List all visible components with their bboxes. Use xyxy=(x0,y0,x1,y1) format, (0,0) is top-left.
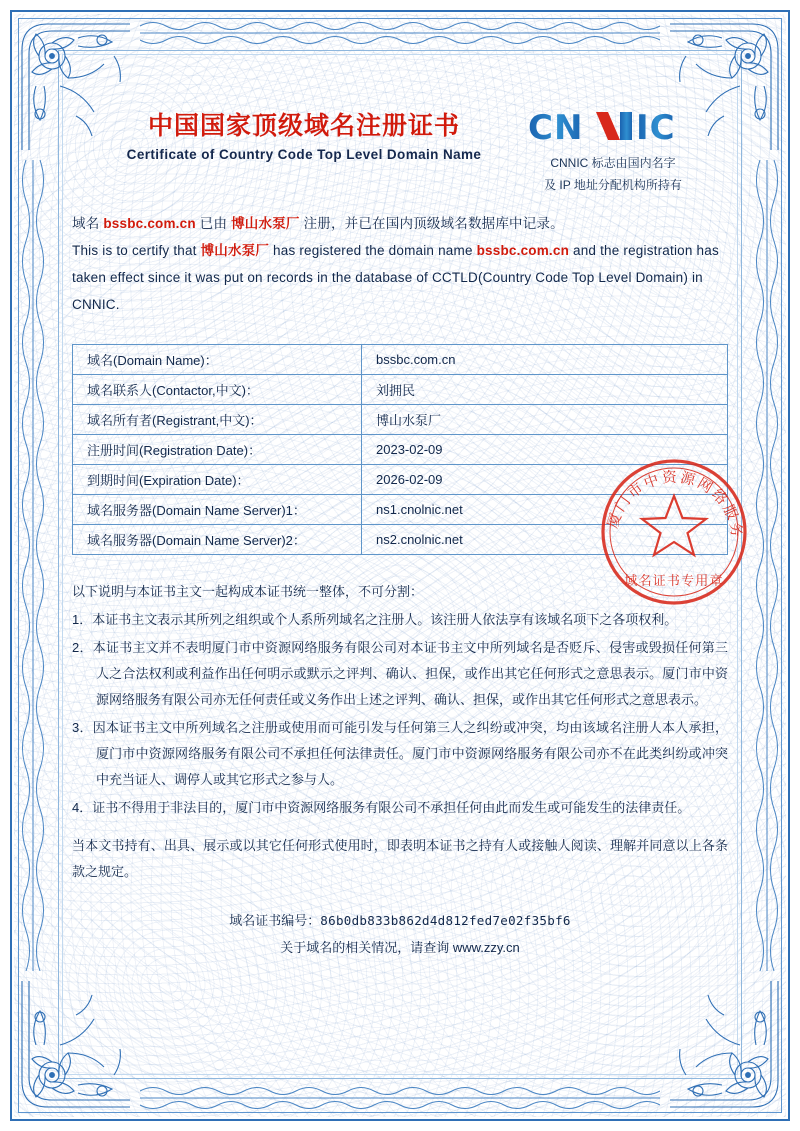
terms-item: 1．本证书主文表示其所列之组织或个人系所列域名之注册人。该注册人依法享有该域名项下之各项权利。 xyxy=(72,612,678,627)
title-block xyxy=(114,112,494,162)
cnnic-logo-caption-line2: 及 IP 地址分配机构所持有 xyxy=(544,178,682,192)
row-label: 注册时间(Registration Date)： xyxy=(73,435,362,465)
row-value: ns1.cnolnic.net xyxy=(362,495,728,525)
row-label: 域名服务器(Domain Name Server)2： xyxy=(73,525,362,555)
svg-text:厦门市中资源网络服务有限公司: 厦门市中资源网络服务 xyxy=(605,469,745,541)
row-label: 域名所有者(Registrant,中文)： xyxy=(73,405,362,435)
table-row xyxy=(73,345,728,375)
intro-en-registrant: 博山水泵厂 xyxy=(200,243,270,258)
table-row xyxy=(73,375,728,405)
row-value: 博山水泵厂 xyxy=(362,405,728,435)
intro-paragraph xyxy=(72,210,728,318)
svg-text:CN: CN xyxy=(528,108,584,148)
row-value: 2023-02-09 xyxy=(362,435,728,465)
intro-cn-suffix: 注册，并已在国内顶级域名数据库中记录。 xyxy=(303,216,564,231)
terms-closing: 当本文书持有、出具、展示或以其它任何形式使用时，即表明本证书之持有人或接触人阅读、理解并同意以上各条款之规定。 xyxy=(72,838,728,879)
row-label: 域名服务器(Domain Name Server)1： xyxy=(73,495,362,525)
intro-cn-domain: bssbc.com.cn xyxy=(103,216,196,231)
intro-en-part2: has registered the domain name xyxy=(269,243,477,258)
inquiry-line: 关于域名的相关情况，请查询 www.zzy.cn xyxy=(280,940,520,956)
certificate-footer xyxy=(72,907,728,962)
svg-text:域名证书专用章: 域名证书专用章 xyxy=(624,574,724,589)
domain-info-table xyxy=(72,344,728,555)
intro-line-cn xyxy=(72,210,728,237)
certificate-number-label: 域名证书编号： xyxy=(229,913,321,928)
intro-cn-mid: 已由 xyxy=(199,216,228,231)
certificate-number-value: 86b0db833b862d4d812fed7e02f35bf6 xyxy=(320,913,571,928)
certificate-content xyxy=(72,64,728,1065)
row-label: 域名(Domain Name)： xyxy=(73,345,362,375)
page-title-en: Certificate of Country Code Top Level Domain Name xyxy=(126,146,482,162)
intro-en-domain: bssbc.com.cn xyxy=(476,243,570,258)
row-value: 刘拥民 xyxy=(362,375,728,405)
table-row xyxy=(73,495,728,525)
terms-item: 2．本证书主文并不表明厦门市中资源网络服务有限公司对本证书主文中所列域名是否贬斥、侵害或毁损任何第三人之合法权利或利益作出任何明示或默示之评判、确认、担保，或作出其它任何形式之意思表示。厦门市中资源网络服务有限公司亦无任何责任或义务作出上述之评判、确认、担保，或作出其它任何形式之意思表示。 xyxy=(72,640,728,707)
row-label: 到期时间(Expiration Date)： xyxy=(73,465,362,495)
terms-lead: 以下说明与本证书主文一起构成本证书统一整体，不可分割： xyxy=(72,584,424,599)
intro-cn-prefix: 域名 xyxy=(72,216,100,231)
certificate-number-line xyxy=(72,907,728,934)
row-value: ns2.cnolnic.net xyxy=(362,525,728,555)
cnnic-logo-block xyxy=(498,106,728,194)
svg-text:IC: IC xyxy=(636,108,676,148)
intro-cn-registrant: 博山水泵厂 xyxy=(231,216,300,231)
cnnic-logo-icon xyxy=(498,106,728,150)
intro-en-part1: This is to certify that xyxy=(72,243,201,258)
table-row xyxy=(73,525,728,555)
edge-ornament-bottom xyxy=(140,1087,660,1109)
terms-item: 3．因本证书主文中所列域名之注册或使用而可能引发与任何第三人之纠纷或冲突，均由该域名注册人本人承担，厦门市中资源网络服务有限公司不承担任何法律责任。厦门市中资源网络服务有限公司亦不在此类纠纷或冲突中充当证人、调停人或其它形式之参与人。 xyxy=(72,720,728,787)
table-row xyxy=(73,465,728,495)
terms-item: 4．证书不得用于非法目的，厦门市中资源网络服务有限公司不承担任何由此而发生或可能发生的法律责任。 xyxy=(72,800,691,815)
edge-ornament-top xyxy=(140,22,660,44)
intro-en-part3: and the registration has taken effect since it was put on records in the database of CCTLD(Country Code Top Level Domain) in CNNIC. xyxy=(72,243,719,312)
table-row xyxy=(73,405,728,435)
certificate-header xyxy=(72,64,728,192)
row-label: 域名联系人(Contactor,中文)： xyxy=(73,375,362,405)
intro-line-en xyxy=(72,237,728,318)
cnnic-logo-caption-line1: CNNIC 标志由国内名字 xyxy=(550,156,676,170)
edge-ornament-right xyxy=(756,160,778,971)
edge-ornament-left xyxy=(22,160,44,971)
row-value: bssbc.com.cn xyxy=(362,345,728,375)
page-title-cn: 中国国家顶级域名注册证书 xyxy=(147,111,460,140)
terms-section xyxy=(72,579,728,885)
row-value: 2026-02-09 xyxy=(362,465,728,495)
table-row xyxy=(73,435,728,465)
